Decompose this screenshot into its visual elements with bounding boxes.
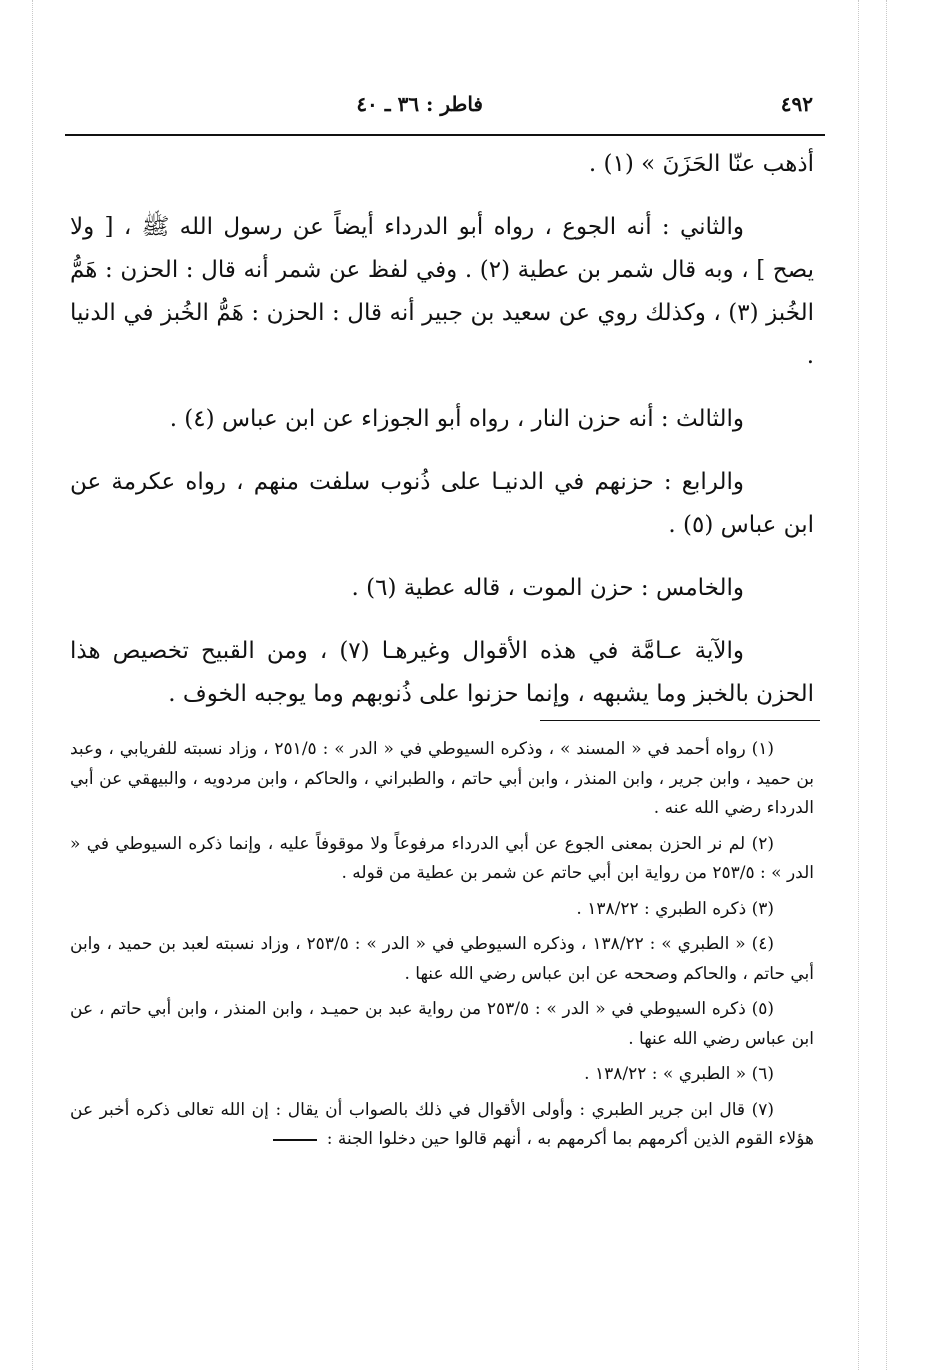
- header-rule: [65, 134, 825, 136]
- main-paragraph: أذهب عنّا الحَزَنَ » (١) .: [588, 151, 814, 177]
- footnote: [70, 895, 814, 925]
- running-title: فاطر : ٣٦ ـ ٤٠: [356, 92, 483, 116]
- footnote: [70, 930, 814, 989]
- footnote-text: (٤) « الطبري » : ١٣٨/٢٢ ، وذكره السيوطي في « الدر » : ٢٥٣/٥ ، وزاد نسبته لعبد بن حميد ، وابن أبي حاتم ، والحاكم وصححه عن ابن عباس رضي الله عنها .: [70, 934, 814, 984]
- page-header: [65, 88, 823, 128]
- footnote: [70, 735, 814, 824]
- footnote-separator: [540, 720, 820, 721]
- left-margin-dots: [32, 0, 33, 1370]
- footnote: [70, 1060, 814, 1090]
- footnote: [70, 1096, 814, 1155]
- main-paragraph: والآية عـامَّة في هذه الأقوال وغيرهـا (٧) ، ومن القبيح تخصيص هذا الحزن بالخبز وما يشبهه ، وإنما حزنوا على ذُنوبهم وما يوجبه الخوف .: [70, 638, 814, 707]
- main-paragraph: والثالث : أنه حزن النار ، رواه أبو الجوزاء عن ابن عباس (٤) .: [169, 406, 744, 432]
- footnote-text: (١) رواه أحمد في « المسند » ، وذكره السيوطي في « الدر » : ٢٥١/٥ ، وزاد نسبته للفريابي ، وعبد بن حميد ، وابن جرير ، وابن المنذر ، وابن أبي حاتم ، والطبراني ، والحاكم ، وابن مردويه ، والبيهقي عن أبي الدرداء رضي الله عنه .: [70, 739, 814, 818]
- right-margin-dots: [858, 0, 859, 1370]
- footnote-text: (٧) قال ابن جرير الطبري : وأولى الأقوال في ذلك بالصواب أن يقال : إن الله تعالى ذكره أخبر عن هؤلاء القوم الذين أكرمهم بما أكرمهم به ، أنهم قالوا حين دخلوا الجنة :: [70, 1099, 814, 1149]
- footnote: [70, 830, 814, 889]
- continuation-dash: [273, 1139, 317, 1141]
- page-number: ٤٩٢: [780, 92, 813, 116]
- footnote-text: (٢) لم نر الحزن بمعنى الجوع عن أبي الدرداء مرفوعاً ولا موقوفاً عليه ، وإنما ذكره السيوطي في « الدر » : ٢٥٣/٥ من رواية ابن أبي حاتم عن شمر بن عطية من قوله .: [70, 833, 814, 883]
- right-margin-dots-outer: [886, 0, 887, 1370]
- main-text: [70, 143, 814, 736]
- main-paragraph: والخامس : حزن الموت ، قاله عطية (٦) .: [351, 575, 744, 601]
- footnote: [70, 995, 814, 1054]
- footnote-text: (٣) ذكره الطبري : ١٣٨/٢٢ .: [576, 898, 774, 919]
- main-paragraph: والثاني : أنه الجوع ، رواه أبو الدرداء أيضاً عن رسول الله ﷺ ، [ ولا يصح ] ، وبه قال شمر بن عطية (٢) . وفي لفظ عن شمر أنه قال : الحزن : هَمُّ الخُبز (٣) ، وكذلك روي عن سعيد بن جبير أنه قال : الحزن : هَمُّ الخُبز في الدنيا .: [70, 214, 814, 369]
- footnote-text: (٦) « الطبري » : ١٣٨/٢٢ .: [584, 1064, 774, 1084]
- footnotes: [70, 735, 814, 1161]
- footnote-text: (٥) ذكره السيوطي في « الدر » : ٢٥٣/٥ من رواية عبد بن حميـد ، وابن المنذر ، وابن أبي حاتم ، عن ابن عباس رضي الله عنها .: [70, 999, 814, 1049]
- main-paragraph: والرابع : حزنهم في الدنيـا على ذُنوب سلفت منهم ، رواه عكرمة عن ابن عباس (٥) .: [70, 469, 814, 538]
